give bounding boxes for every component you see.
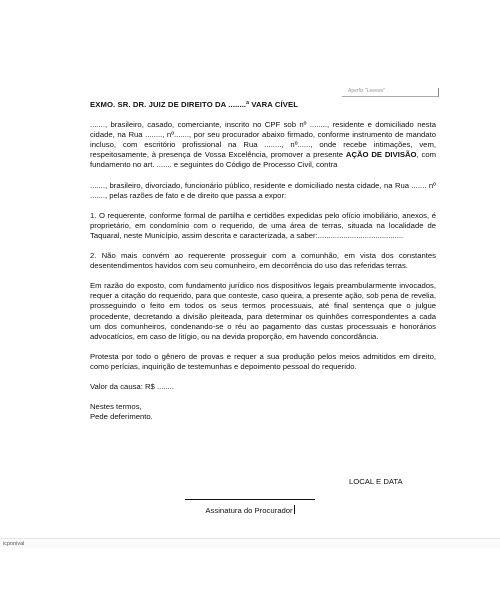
signature-label: Assinatura do Procurador bbox=[205, 506, 293, 515]
header-stamp: Aperfiz "Leeese" bbox=[342, 88, 439, 97]
paragraph-valor-causa: Valor da causa: R$ ........ bbox=[90, 381, 175, 391]
paragraph-fato-1: 1. O requerente, conforme formal de partilha e certidões expedidas pelo ofício imobiliário, anexos, é proprietário, em condomínio com o requerido, de uma área de terras, situada na localidade de Taquaral, neste Município, assim descrita e caracterizada, a saber:........................................ bbox=[90, 210, 436, 240]
paragraph-provas: Protesta por todo o gênero de provas e requer a sua produção pelos meios admitidos em direito, como perícias, inquirição de testemunhas e depoimento pessoal do requerido. bbox=[90, 351, 436, 371]
signature-line bbox=[185, 499, 315, 500]
status-footer: icponival bbox=[0, 538, 500, 548]
paragraph-pedido: Em razão do exposto, com fundamento jurídico nos dispositivos legais preambularmente invocados, requer a citação do requerido, para que conteste, caso queira, a presente ação, sob pena de revelia, prosseguindo o feito em todos os seus termos processuais, até final sentença que o julgue procedente, decretando a divisão pleiteada, para determinar os quinhões correspondentes a cada um dos comunheiros, condenando-se o réu ao pagamento das custas processuais e honorários advocatícios, em caso de litígio, ou na devida proporção, em havendo concordância. bbox=[90, 281, 436, 341]
document-heading: EXMO. SR. DR. JUIZ DE DIREITO DA ........ª VARA CÍVEL bbox=[90, 100, 299, 109]
closing-block bbox=[90, 402, 436, 422]
text-cursor bbox=[294, 505, 295, 514]
closing-line-1: Nestes termos, bbox=[90, 402, 142, 412]
paragraph-qualificacao-autor bbox=[90, 120, 436, 170]
paragraph-qualificacao-reu: ......., brasileiro, divorciado, funcionário público, residente e domiciliado nesta cidade, na Rua ....... nº ......., pelas razões de fato e de direito que passa a expor: bbox=[90, 180, 436, 200]
signature-caption[interactable] bbox=[185, 505, 315, 515]
paragraph-text: , com fundamento no art. ....... e seguintes do Código de Processo Civil, contra bbox=[90, 150, 436, 170]
document-body bbox=[90, 100, 436, 432]
paragraph-fato-2: 2. Não mais convém ao requerente prosseguir com a comunhão, em vista dos constantes desentendimentos havidos com seu comunheiro, em decorrência do uso das referidas terras. bbox=[90, 251, 436, 271]
local-e-data: LOCAL E DATA bbox=[349, 477, 403, 486]
closing-line-2: Pede deferimento. bbox=[90, 412, 153, 422]
paragraph-text: ......., brasileiro, casado, comerciante, inscrito no CPF sob nº ........, residente e domiciliado nesta cidade, na Rua ........, nº......., por seu procurador abaixo firmado, conforme instrumento de mandato incluso, com escritório profissional na Rua ........, nº......, onde recebe intimações, vem, respeitosamente, à presença de Vossa Excelência, promover a presente bbox=[90, 120, 436, 160]
action-title: AÇÃO DE DIVISÃO bbox=[345, 150, 417, 160]
